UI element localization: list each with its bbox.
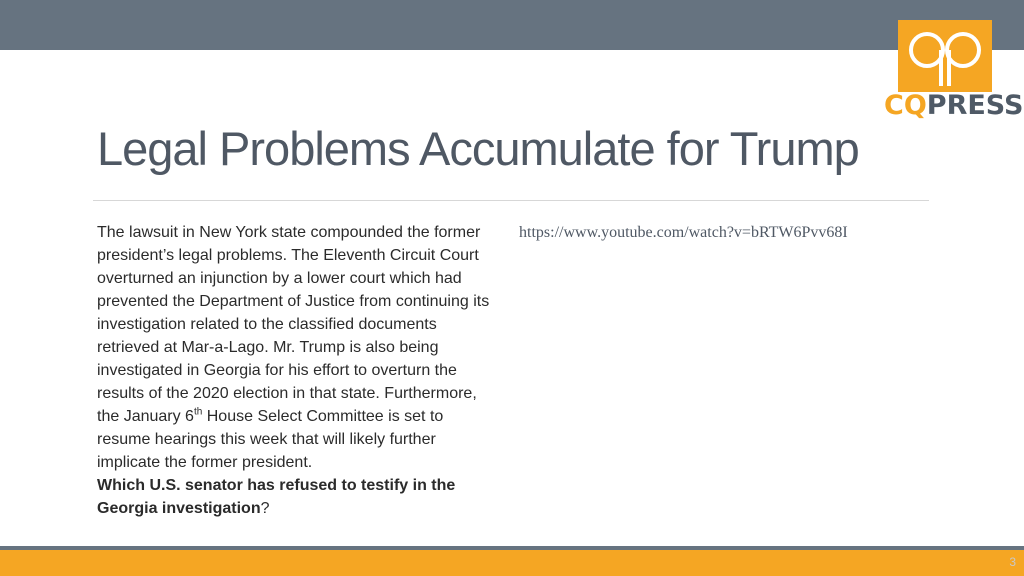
title-divider [93,200,929,201]
bottom-bar [0,550,1024,576]
question-text: Which U.S. senator has refused to testify in the Georgia investigation [97,477,456,517]
body-paragraph [97,221,497,474]
logo-cq: CQ [884,90,927,121]
page-number: 3 [1009,555,1016,569]
cq-press-logo-icon [898,20,992,92]
youtube-link[interactable]: https://www.youtube.com/watch?v=bRTW6Pvv68I [519,224,848,241]
logo-press: PRESS [926,90,1024,121]
question-mark: ? [260,500,270,517]
cq-press-logo [884,20,1024,124]
body-superscript: th [193,406,203,418]
body-text-part2: House Select Committee is set to resume hearings this week that will likely further implicate the former president. [97,408,444,471]
question-paragraph [97,474,497,520]
slide-title: Legal Problems Accumulate for Trump [97,122,859,175]
slide-body [97,221,497,520]
top-bar [0,0,1024,50]
body-text-part1: The lawsuit in New York state compounded the former president’s legal problems. The Eleventh Circuit Court overturned an injunction by a lower court which had prevented the Department of Justice from continuing its investigation related to the classified documents retrieved at Mar-a-Lago. Mr. Trump is also being investigated in Georgia for his effort to overturn the results of the 2020 election in that state. Furthermore, the January 6 [97,224,490,425]
